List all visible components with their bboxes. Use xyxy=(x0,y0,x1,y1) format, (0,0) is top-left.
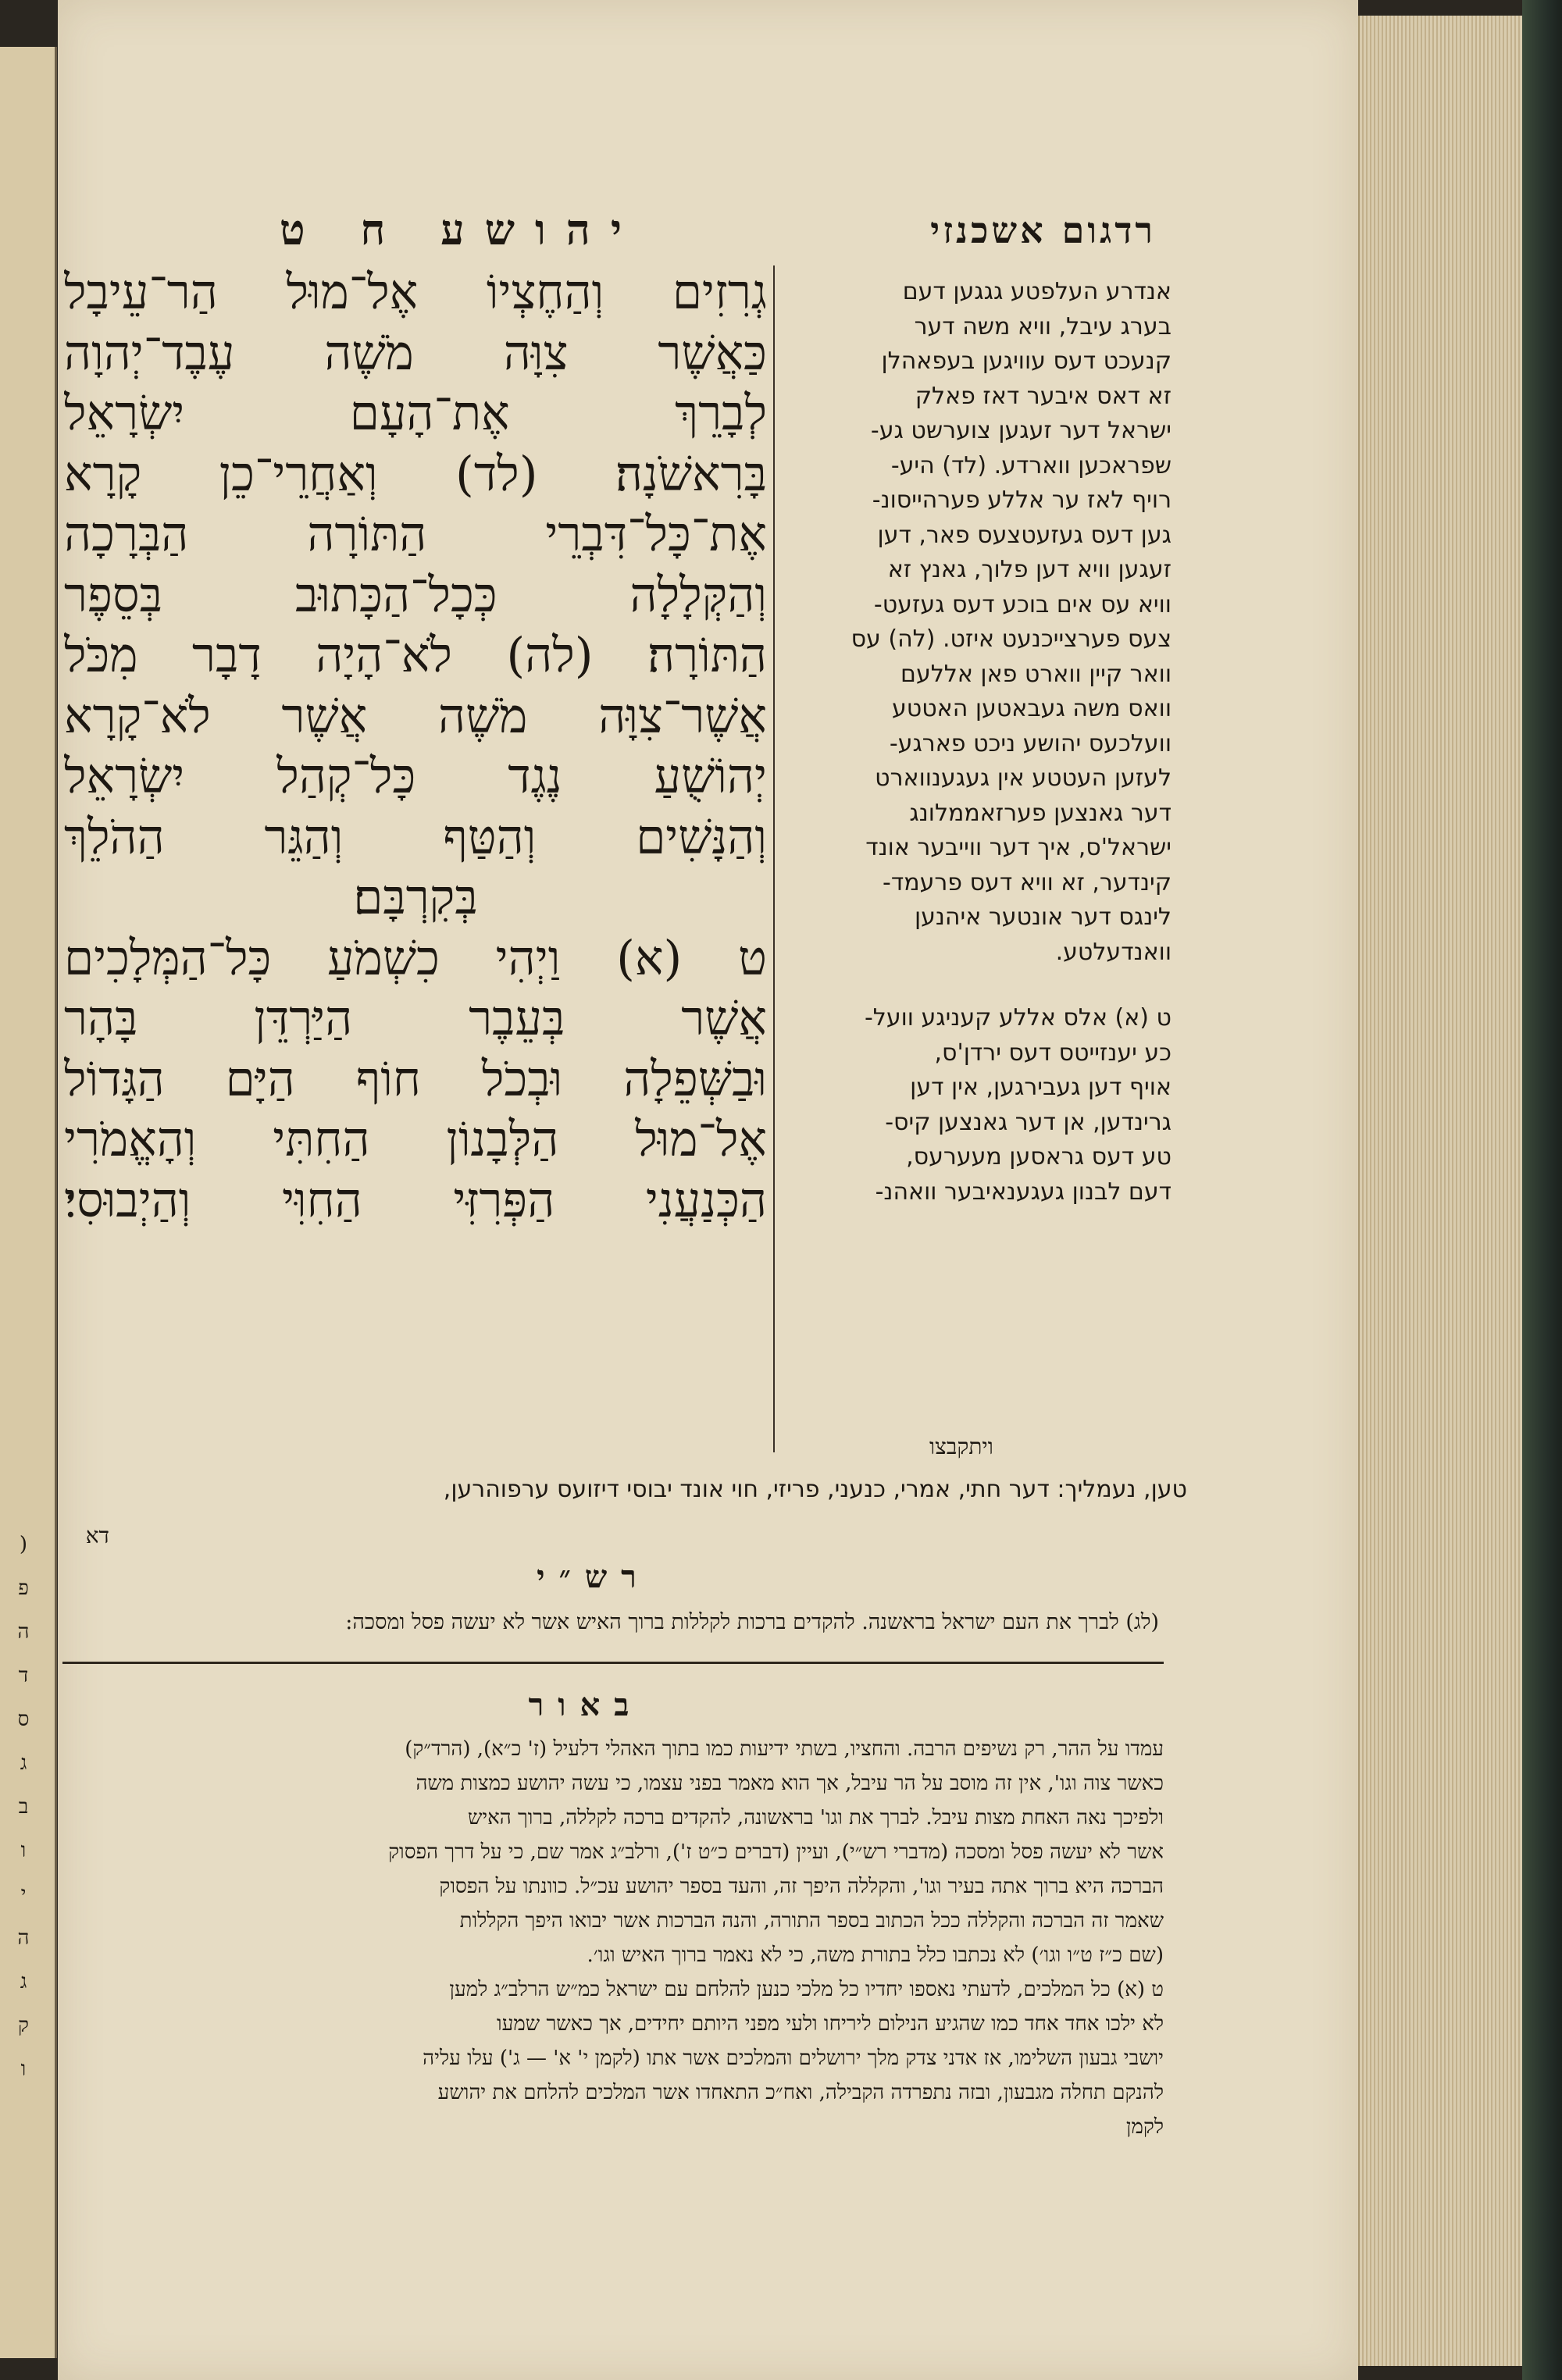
biur-line: כאשר צוה וגו', אין זה מוסב על הר עיבל, אך הוא מאמר בפני עצמו, כי עשה יהושע כמצות משה xyxy=(415,1772,1164,1795)
scripture-line: בָּרִאשֹׁנָה׃ (לד) וְאַחֲרֵי־כֵן קָרָא xyxy=(64,446,767,502)
translation-line: וואס משה געבאטען האטטע xyxy=(892,695,1172,722)
scripture-line: לְבָרֵךְ אֶת־הָעָם יִשְׂרָאֵל xyxy=(64,386,767,441)
translation-continuation: טען, נעמליך: דער חתי, אמרי, כנעני, פריזי, חוי אונד יבוסי דיזועס ערפוהרען, xyxy=(443,1476,1187,1503)
page-edges xyxy=(1358,16,1524,2366)
translation-line: צעס פערצייכנעט איזט. (לה) עס xyxy=(851,625,1172,653)
margin-letter: י xyxy=(20,1883,27,1906)
margin-letter: ה xyxy=(17,1926,30,1950)
translation-line: קינדער, זא וויא דעס פרעמד- xyxy=(883,868,1172,896)
scripture-line: כַּאֲשֶׁר צִוָּה מֹשֶׁה עֶבֶד־יְהוָה xyxy=(64,325,767,381)
margin-letter: ג xyxy=(20,1970,27,1993)
translation-line: דעם לבנון געגענאיבער וואהנ- xyxy=(875,1178,1172,1206)
biur-line: אשר לא יעשה פסל ומסכה (מדברי רש״י), ועיין (דברים כ״ט ז'), ורלב״ג אמר שם, כי על דרך הפסוק xyxy=(388,1840,1164,1864)
biur-line: לקמן xyxy=(1125,2115,1164,2139)
translation-line: לינגס דער אונטער איהנען xyxy=(914,903,1172,931)
scripture-line: ט (א) וַיְהִי כִשְׁמֹעַ כָּל־הַמְּלָכִים xyxy=(64,930,767,986)
translation-column xyxy=(783,275,1172,1210)
margin-letter: ב xyxy=(18,1795,29,1819)
biur-heading: באור xyxy=(528,1687,644,1723)
biur-line: הברכה היא ברוך אתה בעיר וגו', והקללה היפך זה, והעד בספר יהושע עכ״ל. כוונתו על הפסוק xyxy=(439,1875,1164,1898)
horizontal-rule xyxy=(62,1662,1164,1664)
translation-line: כע יענזייטס דעס ירדן'ס, xyxy=(934,1039,1172,1067)
scripture-line: אֶל־מוּל הַלְּבָנוֹן הַחִתִּי וְהָאֱמֹרִי xyxy=(64,1112,767,1167)
margin-letter: ה xyxy=(17,1620,30,1644)
scripture-line: הַתּוֹרָה׃ (לה) לֹא־הָיָה דָבָר מִכֹּל xyxy=(64,628,767,683)
scripture-line: אֲשֶׁר בְּעֵבֶר הַיַּרְדֵּן בָּהָר xyxy=(64,991,767,1046)
running-title-right: רדגום אשכנזי xyxy=(930,209,1156,251)
scripture-line: יְהוֹשֻׁעַ נֶגֶד כָּל־קְהַל יִשְׂרָאֵל xyxy=(64,749,767,804)
translation-line: בערג עיבל, וויא משה דער xyxy=(914,312,1172,340)
translation-line: וויא עס אים בוכע דעס געזעט- xyxy=(873,590,1172,618)
running-title-left: יהושע ח ט xyxy=(279,205,642,255)
biur-line: לא ילכו אחד אחד כמו שהגיע הנילום ליריחו ולעי מפני היותם יחידים, אך כאשר שמעו xyxy=(497,2012,1164,2036)
translation-line: ט (א) אלס אללע קעניגע וועל- xyxy=(864,1004,1172,1031)
biur-line: שאמר זה הברכה והקללה ככל הכתוב בספר התורה, והנה הברכות אשר יבואו היפך הקללות xyxy=(459,1909,1164,1933)
scripture-line: וְהַנָּשִׁים וְהַטַּף וְהַגֵּר הַהֹלֵךְ xyxy=(64,809,767,865)
margin-letter: ס xyxy=(17,1708,30,1731)
scripture-column xyxy=(64,262,767,1231)
biur-line: (שם כ״ז ט״ו וגו׳) לא נכתבו כלל בתורת משה, כי לא נאמר ברוך האיש וגו׳. xyxy=(587,1944,1164,1967)
margin-letter: ק xyxy=(18,2014,29,2037)
scripture-line: בְּקִרְבָּם׃ xyxy=(353,870,478,925)
translation-line: אנדרע העלפטע גגגען דעם xyxy=(902,278,1172,305)
translation-line: וואר קיין ווארט פאן אללעם xyxy=(900,660,1172,688)
translation-line: ישראל דער זעגען צוערשט גע- xyxy=(870,417,1172,444)
translation-line: גרינדען, אן דער גאנצען קיס- xyxy=(885,1108,1172,1136)
biur-line: ט (א) כל המלכים, לדעתי נאספו יחדיו כל מלכי כנען להלחם עם ישראל כמ״ש הרלב״ג למען xyxy=(449,1978,1164,2001)
translation-continuation-2: דא xyxy=(85,1523,109,1548)
translation-line: זעגען וויא דען פלוך, גאנץ זא xyxy=(887,556,1172,583)
margin-letter: פ xyxy=(18,1577,29,1600)
translation-line: אויף דען געבירגען, אין דען xyxy=(910,1074,1172,1101)
margin-letter: ( xyxy=(19,1533,28,1556)
scripture-line: גְרִזִים וְהַחֶצְיוֹ אֶל־מוּל הַר־עֵיבָל xyxy=(64,265,767,320)
biur-line: להנקם תחלה מגבעון, ובזה נתפרדה הקבילה, ואח״כ התאחדו אשר המלכים להלחם את יהושע xyxy=(437,2081,1164,2104)
book-cover xyxy=(1522,0,1562,2380)
translation-line: לעזען העטטע אין געגענווארט xyxy=(875,764,1172,792)
column-divider xyxy=(773,265,775,1452)
translation-line: טע דעס גראסען מעערעס, xyxy=(906,1143,1172,1170)
translation-line: שפראכען ווארדע. (לד) היע- xyxy=(890,451,1172,479)
translation-line: רויף לאז ער אללע פערהייסונ- xyxy=(872,486,1172,514)
rashi-heading: רש״י xyxy=(537,1559,651,1595)
catchword: ויתקבצו xyxy=(929,1434,993,1459)
translation-line: קנעכט דעס עוויגען בעפאהלן xyxy=(881,347,1172,375)
translation-line: ישראל'ס, איך דער ווייבער אונד xyxy=(865,834,1172,861)
margin-letter: ו xyxy=(20,1839,27,1862)
previous-page-margin-letters xyxy=(0,1523,47,2091)
translation-line: גען דעס געזעטצעס פאר, דען xyxy=(877,521,1172,549)
biur-line: עמדו על ההר, רק נשיפים הרבה. והחציו, בשתי ידיעות כמו בתוך האהלי דלעיל (ז' כ״א), (הרד״ק) xyxy=(405,1737,1164,1761)
translation-line: וואנדעלטע. xyxy=(1055,938,1172,966)
biur-commentary xyxy=(62,1732,1164,2144)
scripture-line: אֲשֶׁר־צִוָּה מֹשֶׁה אֲשֶׁר לֹא־קָרָא xyxy=(64,688,767,744)
translation-line: וועלכעס יהושע ניכט פארגע- xyxy=(889,729,1172,757)
scripture-line: וּבַשְּׁפֵלָה וּבְכֹל חוֹף הַיָּם הַגָּדוֹל xyxy=(64,1051,767,1107)
rashi-commentary: (לג) לברך את העם ישראל בראשנה. להקדים ברכות לקללות ברוך האיש אשר לא יעשה פסל ומסכה: xyxy=(345,1610,1159,1634)
scripture-line: אֶת־כָּל־דִּבְרֵי הַתּוֹרָה הַבְּרָכָה xyxy=(64,507,767,562)
scripture-line: הַכְּנַעֲנִי הַפְּרִזִּי הַחִוִּי וְהַיְבוּסִי׃ xyxy=(64,1172,767,1228)
biur-line: ולפיכך נאה האחת מצות עיבל. לברך את וגו' בראשונה, להקדים ברכה לקללה, ברוך האיש xyxy=(467,1806,1164,1830)
translation-line: דער גאנצען פערזאממלונג xyxy=(909,799,1172,827)
translation-line: זא דאס איבער דאז פאלק xyxy=(915,382,1172,410)
scripture-line: וְהַקְּלָלָה כְּכָל־הַכָּתוּב בְּסֵפֶר xyxy=(64,567,767,623)
margin-letter: ג xyxy=(20,1751,27,1775)
translation-gap xyxy=(783,970,1172,1001)
margin-letter: ו xyxy=(20,2058,27,2081)
margin-letter: ד xyxy=(18,1664,29,1687)
biur-line: יושבי גבעון השלימו, אז אדני צדק מלך ירושלים והמלכים אשר אתו (לקמן י' א' — ג') עלו עליה xyxy=(423,2047,1164,2070)
